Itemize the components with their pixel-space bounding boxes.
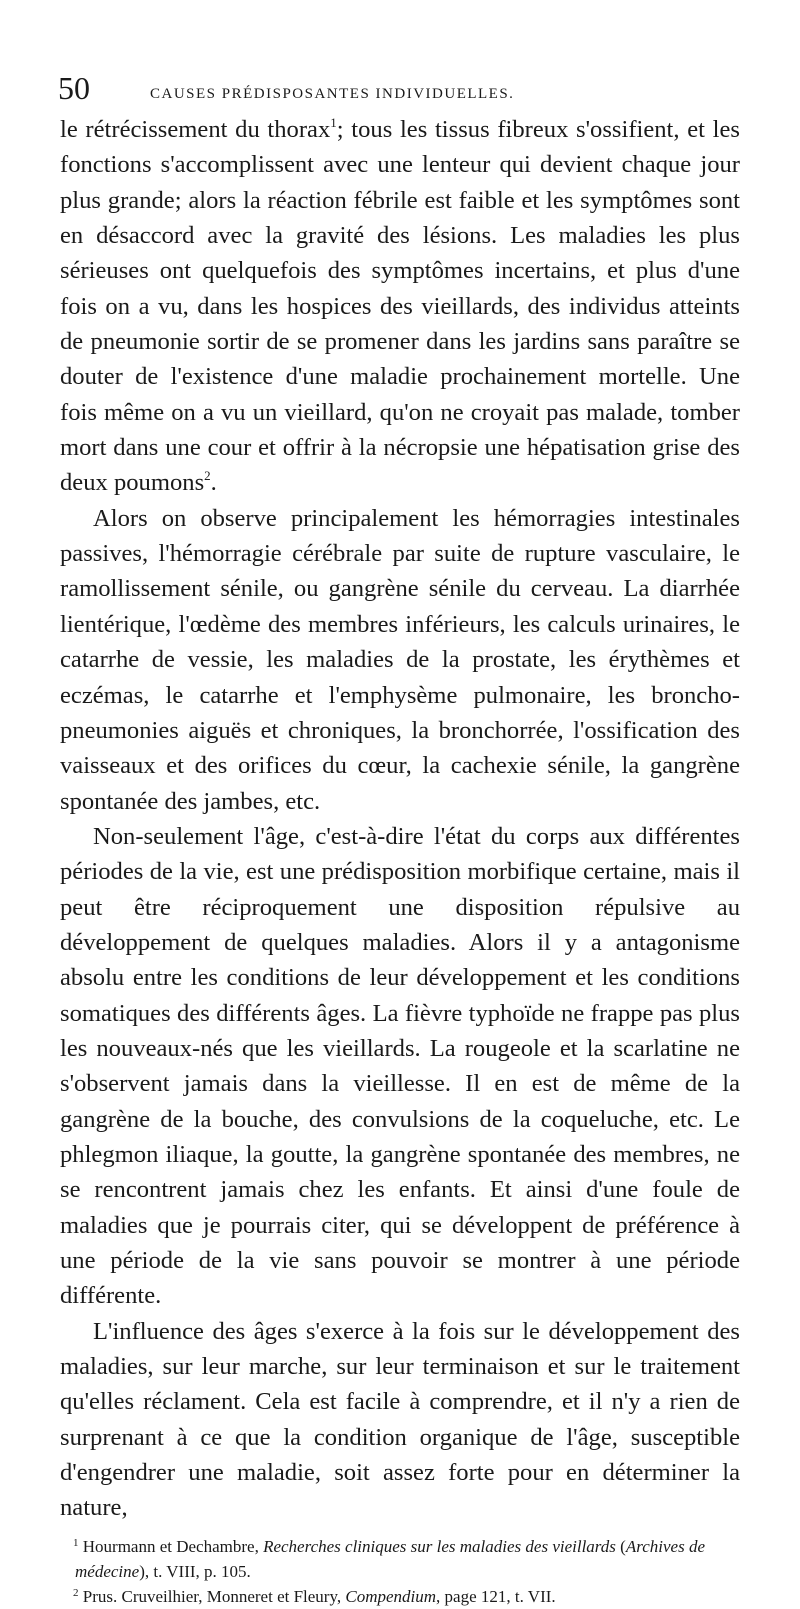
footnote-text: ( (615, 1536, 626, 1556)
footnote-title: Recherches cliniques sur les maladies des vieillards (263, 1536, 616, 1556)
footnote-ref: 1 (330, 115, 337, 130)
body-text (60, 112, 740, 1526)
paragraph: L'influence des âges s'exerce à la fois sur le développement des maladies, sur leur marche, sur leur terminaison et sur le traitement qu'elles réclament. Cela est facile à comprendre, et il n'y a rien de surprenant à ce que la condition organique de l'âge, susceptible d'engendrer une maladie, soit assez forte pour en déterminer la nature, (60, 1317, 740, 1522)
paragraph-text: le rétrécissement du thorax (60, 116, 331, 143)
page-header (58, 70, 740, 108)
paragraph: Non-seulement l'âge, c'est-à-dire l'état du corps aux différentes périodes de la vie, est une prédisposition morbifique certaine, mais il peut être réciproquement une disposition répulsive au développement de quelques maladies. Alors il y a antagonisme absolu entre les conditions de leur développement et les conditions somatiques des différents âges. La fièvre typhoïde ne frappe pas plus les nouveaux-nés que les vieillards. La rougeole et la scarlatine ne s'observent jamais dans la vieillesse. Il en est de même de la gangrène de la bouche, des convulsions de la coqueluche, etc. Le phlegmon iliaque, la goutte, la gangrène spontanée des membres, ne se rencontrent jamais chez les enfants. Et ainsi d'une foule de maladies que je pourrais citer, qui se développent de préférence à une période de la vie sans pouvoir se montrer à une période différente. (60, 822, 740, 1310)
footnote-ref: 2 (204, 468, 211, 484)
paragraph-text: ; tous les tissus fibreux s'ossifient, et les fonctions s'accomplissent avec une lenteur qui devient chaque jour plus grande; alors la réaction fébrile est faible et les symptômes sont en désaccord avec la gravité des lésions. Les maladies les plus sérieuses ont quelquefois des symptômes incertains, et plus d'une fois on a vu, dans les hospices des vieillards, des individus atteints de pneumonie sortir de se promener dans les jardins sans paraître se douter de l'existence d'une maladie prochainement mortelle. Une fois même on a vu un vieillard, qu'on ne croyait pas malade, tomber mort dans une cour et offrir à la nécropsie une hépatisation grise des deux poumons (60, 116, 740, 497)
footnote-mark: 2 (73, 1586, 79, 1599)
paragraph: Alors on observe principalement les hémorragies intestinales passives, l'hémorragie cérébrale par suite de rupture vasculaire, le ramollissement sénile, ou gangrène sénile du cerveau. La diarrhée lientérique, l'œdème des membres inférieurs, les calculs urinaires, le catarrhe de vessie, les maladies de la prostate, les érythèmes et eczémas, le catarrhe et l'emphysème pulmonaire, les broncho-pneumonies aiguës et chroniques, la bronchorrée, l'ossification des vaisseaux et des orifices du cœur, la cachexie sénile, la gangrène spontanée des jambes, etc. (60, 504, 740, 815)
footnote (60, 1534, 740, 1584)
running-title: CAUSES PRÉDISPOSANTES INDIVIDUELLES. (150, 86, 515, 102)
footnotes (60, 1534, 740, 1609)
footnote-text: , page 121, t. VII. (436, 1586, 556, 1606)
footnote-text: Prus. Cruveilhier, Monneret et Fleury, (82, 1586, 346, 1606)
paragraph-text: . (210, 469, 217, 497)
footnote (60, 1584, 740, 1609)
page-number: 50 (58, 70, 90, 106)
paragraph (60, 112, 740, 501)
footnote-text: ), t. VIII, p. 105. (139, 1561, 251, 1581)
footnote-text: Hourmann et Dechambre, (82, 1536, 264, 1556)
footnote-mark: 1 (73, 1536, 79, 1549)
footnote-journal: Archives de médecine (75, 1536, 705, 1581)
footnote-title: Compendium (345, 1586, 437, 1606)
